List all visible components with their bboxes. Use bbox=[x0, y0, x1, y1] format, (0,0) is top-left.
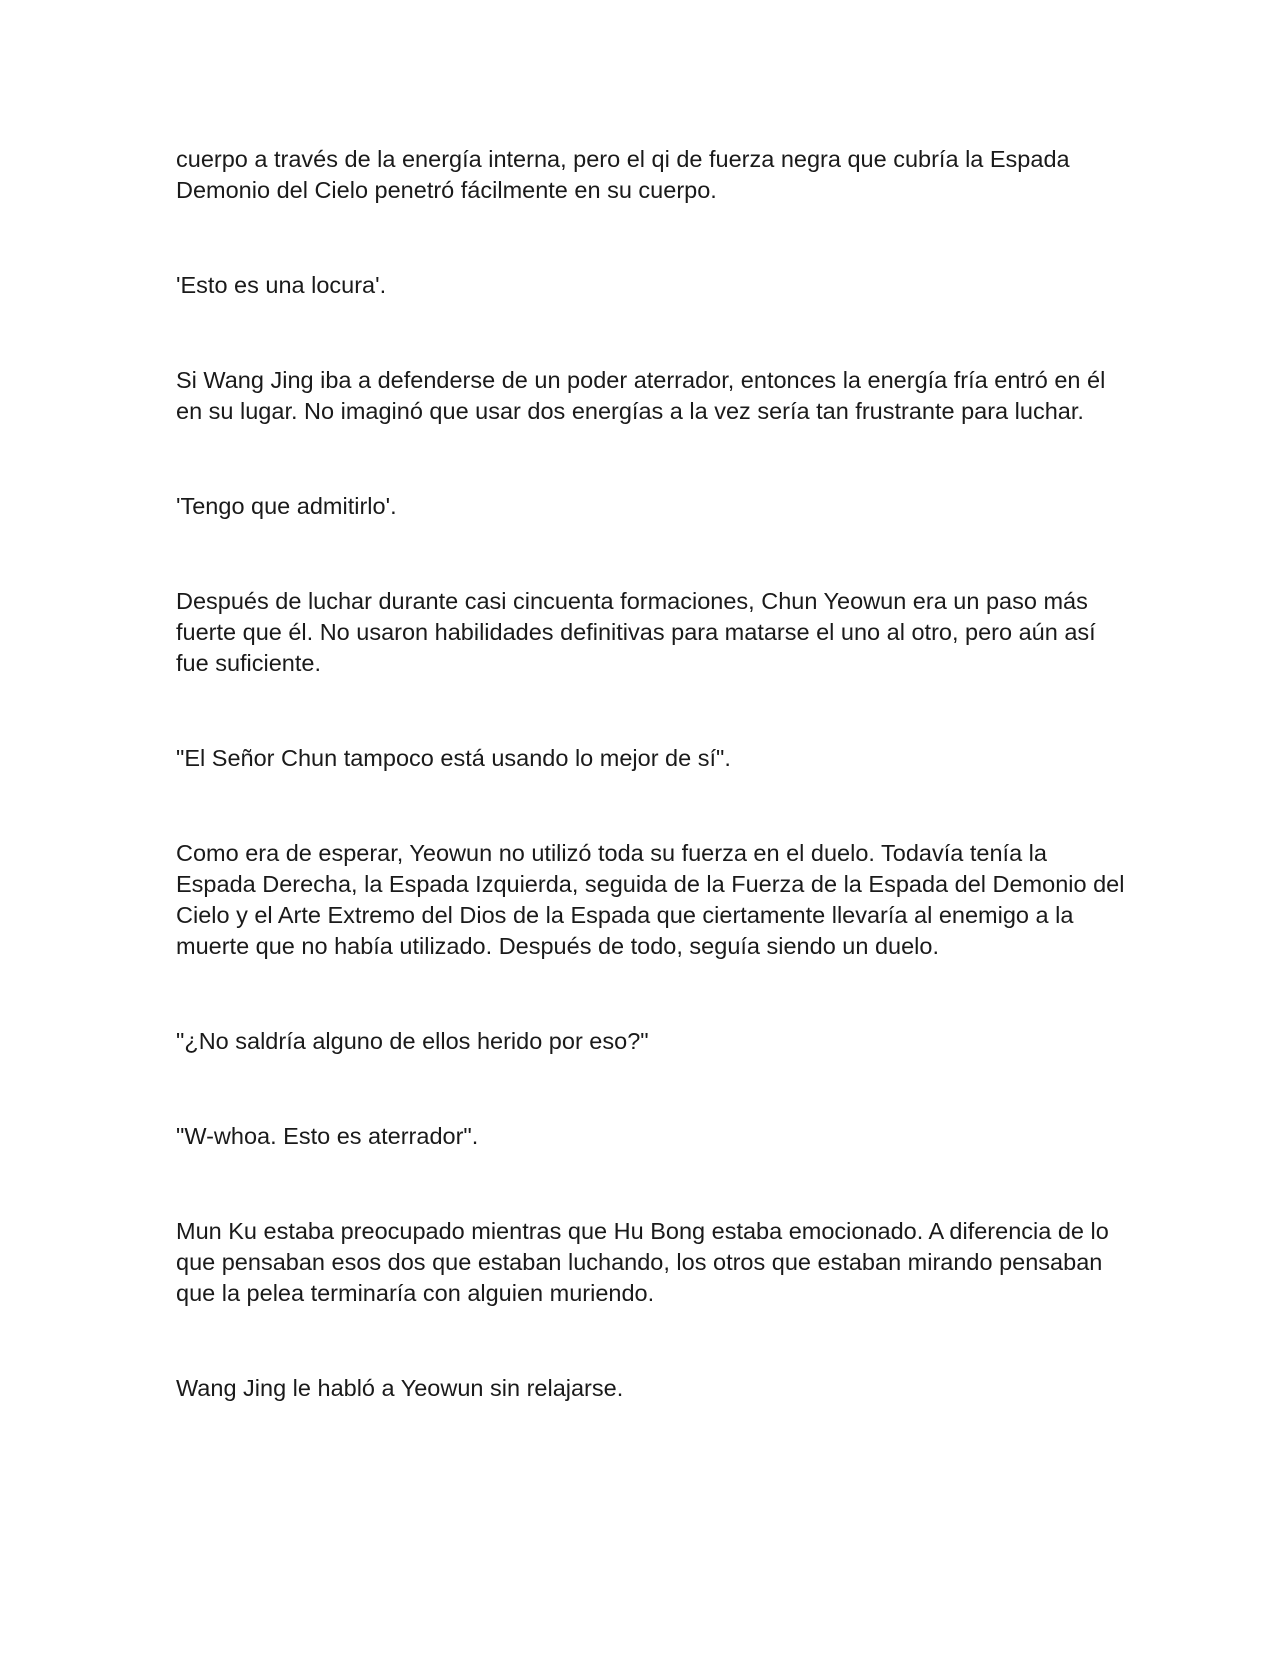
paragraph-1: cuerpo a través de la energía interna, pero el qi de fuerza negra que cubría la Espada Demonio del Cielo penetró fácilmente en su cuerpo. bbox=[176, 146, 1070, 203]
paragraph-gap bbox=[176, 206, 1126, 270]
paragraph-gap bbox=[176, 679, 1126, 743]
paragraph-10: Mun Ku estaba preocupado mientras que Hu Bong estaba emocionado. A diferencia de lo que pensaban esos dos que estaban luchando, los otros que estaban mirando pensaban que la pelea terminaría con alguien muriendo. bbox=[176, 1218, 1109, 1306]
paragraph-gap bbox=[176, 301, 1126, 365]
paragraph-gap bbox=[176, 522, 1126, 586]
paragraph-11: Wang Jing le habló a Yeowun sin relajarse. bbox=[176, 1375, 624, 1401]
paragraph-8: "¿No saldría alguno de ellos herido por eso?" bbox=[176, 1028, 649, 1054]
paragraph-4: 'Tengo que admitirlo'. bbox=[176, 493, 397, 519]
paragraph-gap bbox=[176, 427, 1126, 491]
paragraph-gap bbox=[176, 1057, 1126, 1121]
paragraph-3: Si Wang Jing iba a defenderse de un poder aterrador, entonces la energía fría entró en él en su lugar. No imaginó que usar dos energías a la vez sería tan frustrante para luchar. bbox=[176, 367, 1106, 424]
paragraph-7: Como era de esperar, Yeowun no utilizó toda su fuerza en el duelo. Todavía tenía la Espada Derecha, la Espada Izquierda, seguida de la Fuerza de la Espada del Demonio del Cielo y el Arte Extremo del Dios de la Espada que ciertamente llevaría al enemigo a la muerte que no había utilizado. Después de todo, seguía siendo un duelo. bbox=[176, 840, 1125, 959]
paragraph-gap bbox=[176, 1152, 1126, 1216]
paragraph-gap bbox=[176, 774, 1126, 838]
paragraph-9: "W-whoa. Esto es aterrador". bbox=[176, 1123, 479, 1149]
paragraph-gap bbox=[176, 1309, 1126, 1373]
paragraph-2: 'Esto es una locura'. bbox=[176, 272, 387, 298]
paragraph-5: Después de luchar durante casi cincuenta formaciones, Chun Yeowun era un paso más fuerte que él. No usaron habilidades definitivas para matarse el uno al otro, pero aún así fue suficiente. bbox=[176, 588, 1096, 676]
document-body bbox=[176, 144, 1126, 1404]
paragraph-gap bbox=[176, 962, 1126, 1026]
paragraph-6: "El Señor Chun tampoco está usando lo mejor de sí". bbox=[176, 745, 731, 771]
